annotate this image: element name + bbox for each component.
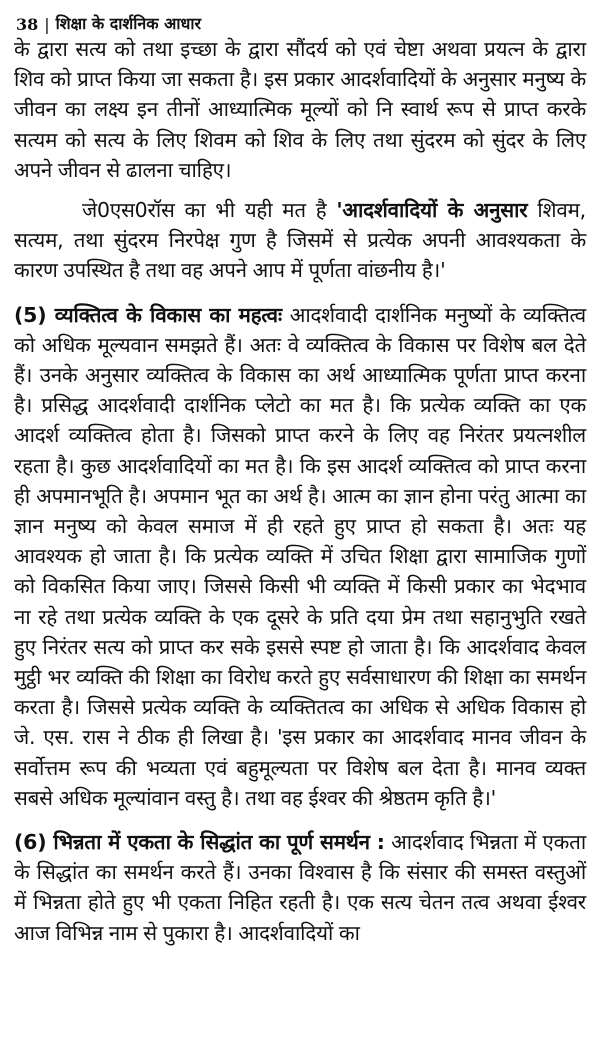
- header-separator: |: [44, 15, 50, 34]
- running-title: शिक्षा के दार्शनिक आधार: [55, 14, 202, 33]
- section-heading-5: (5) व्यक्तित्व के विकास का महत्वः: [14, 302, 282, 327]
- paragraph-6: [14, 827, 586, 948]
- running-header: [14, 0, 586, 34]
- paragraph-5-text: आदर्शवादी दार्शनिक मनुष्यों के व्यक्तित्व को अधिक मूल्यवान समझते हैं। अतः वे व्यक्तित्व के विकास पर विशेष बल देते हैं। उनके अनुसार व्यक्तित्व के विकास का अर्थ आध्यात्मिक पूर्णता प्राप्त करना है। प्रसिद्ध आदर्शवादी दार्शनिक प्लेटो का मत है। कि प्रत्येक व्यक्ति का एक आदर्श व्यक्तित्व होता है। जिसको प्राप्त करने के लिए वह निरंतर प्रयत्नशील रहता है। कुछ आदर्शवादियों का मत है। कि इस आदर्श व्यक्तित्व को प्राप्त करना ही अपमानभूति है। अपमान भूत का अर्थ है। आत्म का ज्ञान होना परंतु आत्मा का ज्ञान मनुष्य को केवल समाज में ही रहते हुए प्राप्त हो सकता है। अतः यह आवश्यक हो जाता है। कि प्रत्येक व्यक्ति में उचित शिक्षा द्वारा सामाजिक गुणों को विकसित किया जाए। जिससे किसी भी व्यक्ति में किसी प्रकार का भेदभाव ना रहे तथा प्रत्येक व्यक्ति के एक दूसरे के प्रति दया प्रेम तथा सहानुभुति रखते हुए निरंतर सत्य को प्राप्त कर सके इससे स्पष्ट हो जाता है। कि आदर्शवाद केवल मुट्ठी भर व्यक्ति की शिक्षा का विरोध करते हुए सर्वसाधारण की शिक्षा का समर्थन करता है। जिससे प्रत्येक व्यक्ति के व्यक्तितत्व का अधिक से अधिक विकास हो जे. एस. रास ने ठीक ही लिखा है। 'इस प्रकार का आदर्शवाद मानव जीवन के सर्वोत्तम रूप की भव्यता एवं बहुमूल्यता पर विशेष बल देता है। मानव व्यक्त सबसे अधिक मूल्यांवान वस्तु है। तथा वह ईश्वर की श्रेष्ठतम कृति है।': [14, 302, 587, 810]
- paragraph-2-emphasis: 'आदर्शवादियों के अनुसार: [336, 198, 528, 223]
- paragraph-6-text: आदर्शवाद भिन्नता में एकता के सिद्धांत का समर्थन करते हैं। उनका विश्वास है कि संसार की समस्त वस्तुओं में भिन्नता होते हुए भी एकता निहित रहती है। एक सत्य चेतन तत्व अथवा ईश्वर आज विभिन्न नाम से पुकारा है। आदर्शवादियों का: [14, 830, 586, 945]
- section-heading-6: (6) भिन्नता में एकता के सिद्धांत का पूर्ण समर्थन :: [14, 830, 385, 855]
- paragraph-5: [14, 300, 586, 813]
- body-text: [14, 34, 586, 948]
- paragraph-1: के द्वारा सत्य को तथा इच्छा के द्वारा सौंदर्य को एवं चेष्टा अथवा प्रयत्न के द्वारा शिव को प्राप्त किया जा सकता है। इस प्रकार आदर्शवादियों के अनुसार मनुष्य के जीवन का लक्ष्य इन तीनों आध्यात्मिक मूल्यों को नि स्वार्थ रूप से प्राप्त करके सत्यम को सत्य के लिए शिवम को शिव के लिए तथा सुंदरम को सुंदर के लिए अपने जीवन से ढालना चाहिए।: [14, 37, 586, 182]
- paragraph-2-rest: शिवम, सत्यम, तथा सुंदरम निरपेक्ष गुण है जिसमें से प्रत्येक अपनी आवश्यकता के कारण उपस्थित है तथा वह अपने आप में पूर्णता वांछनीय है।': [14, 198, 586, 283]
- paragraph-2-lead: जे0एस0रॉस का भी यही मत है: [82, 198, 337, 223]
- page-number: 38: [16, 15, 39, 34]
- paragraph-2: [14, 195, 586, 286]
